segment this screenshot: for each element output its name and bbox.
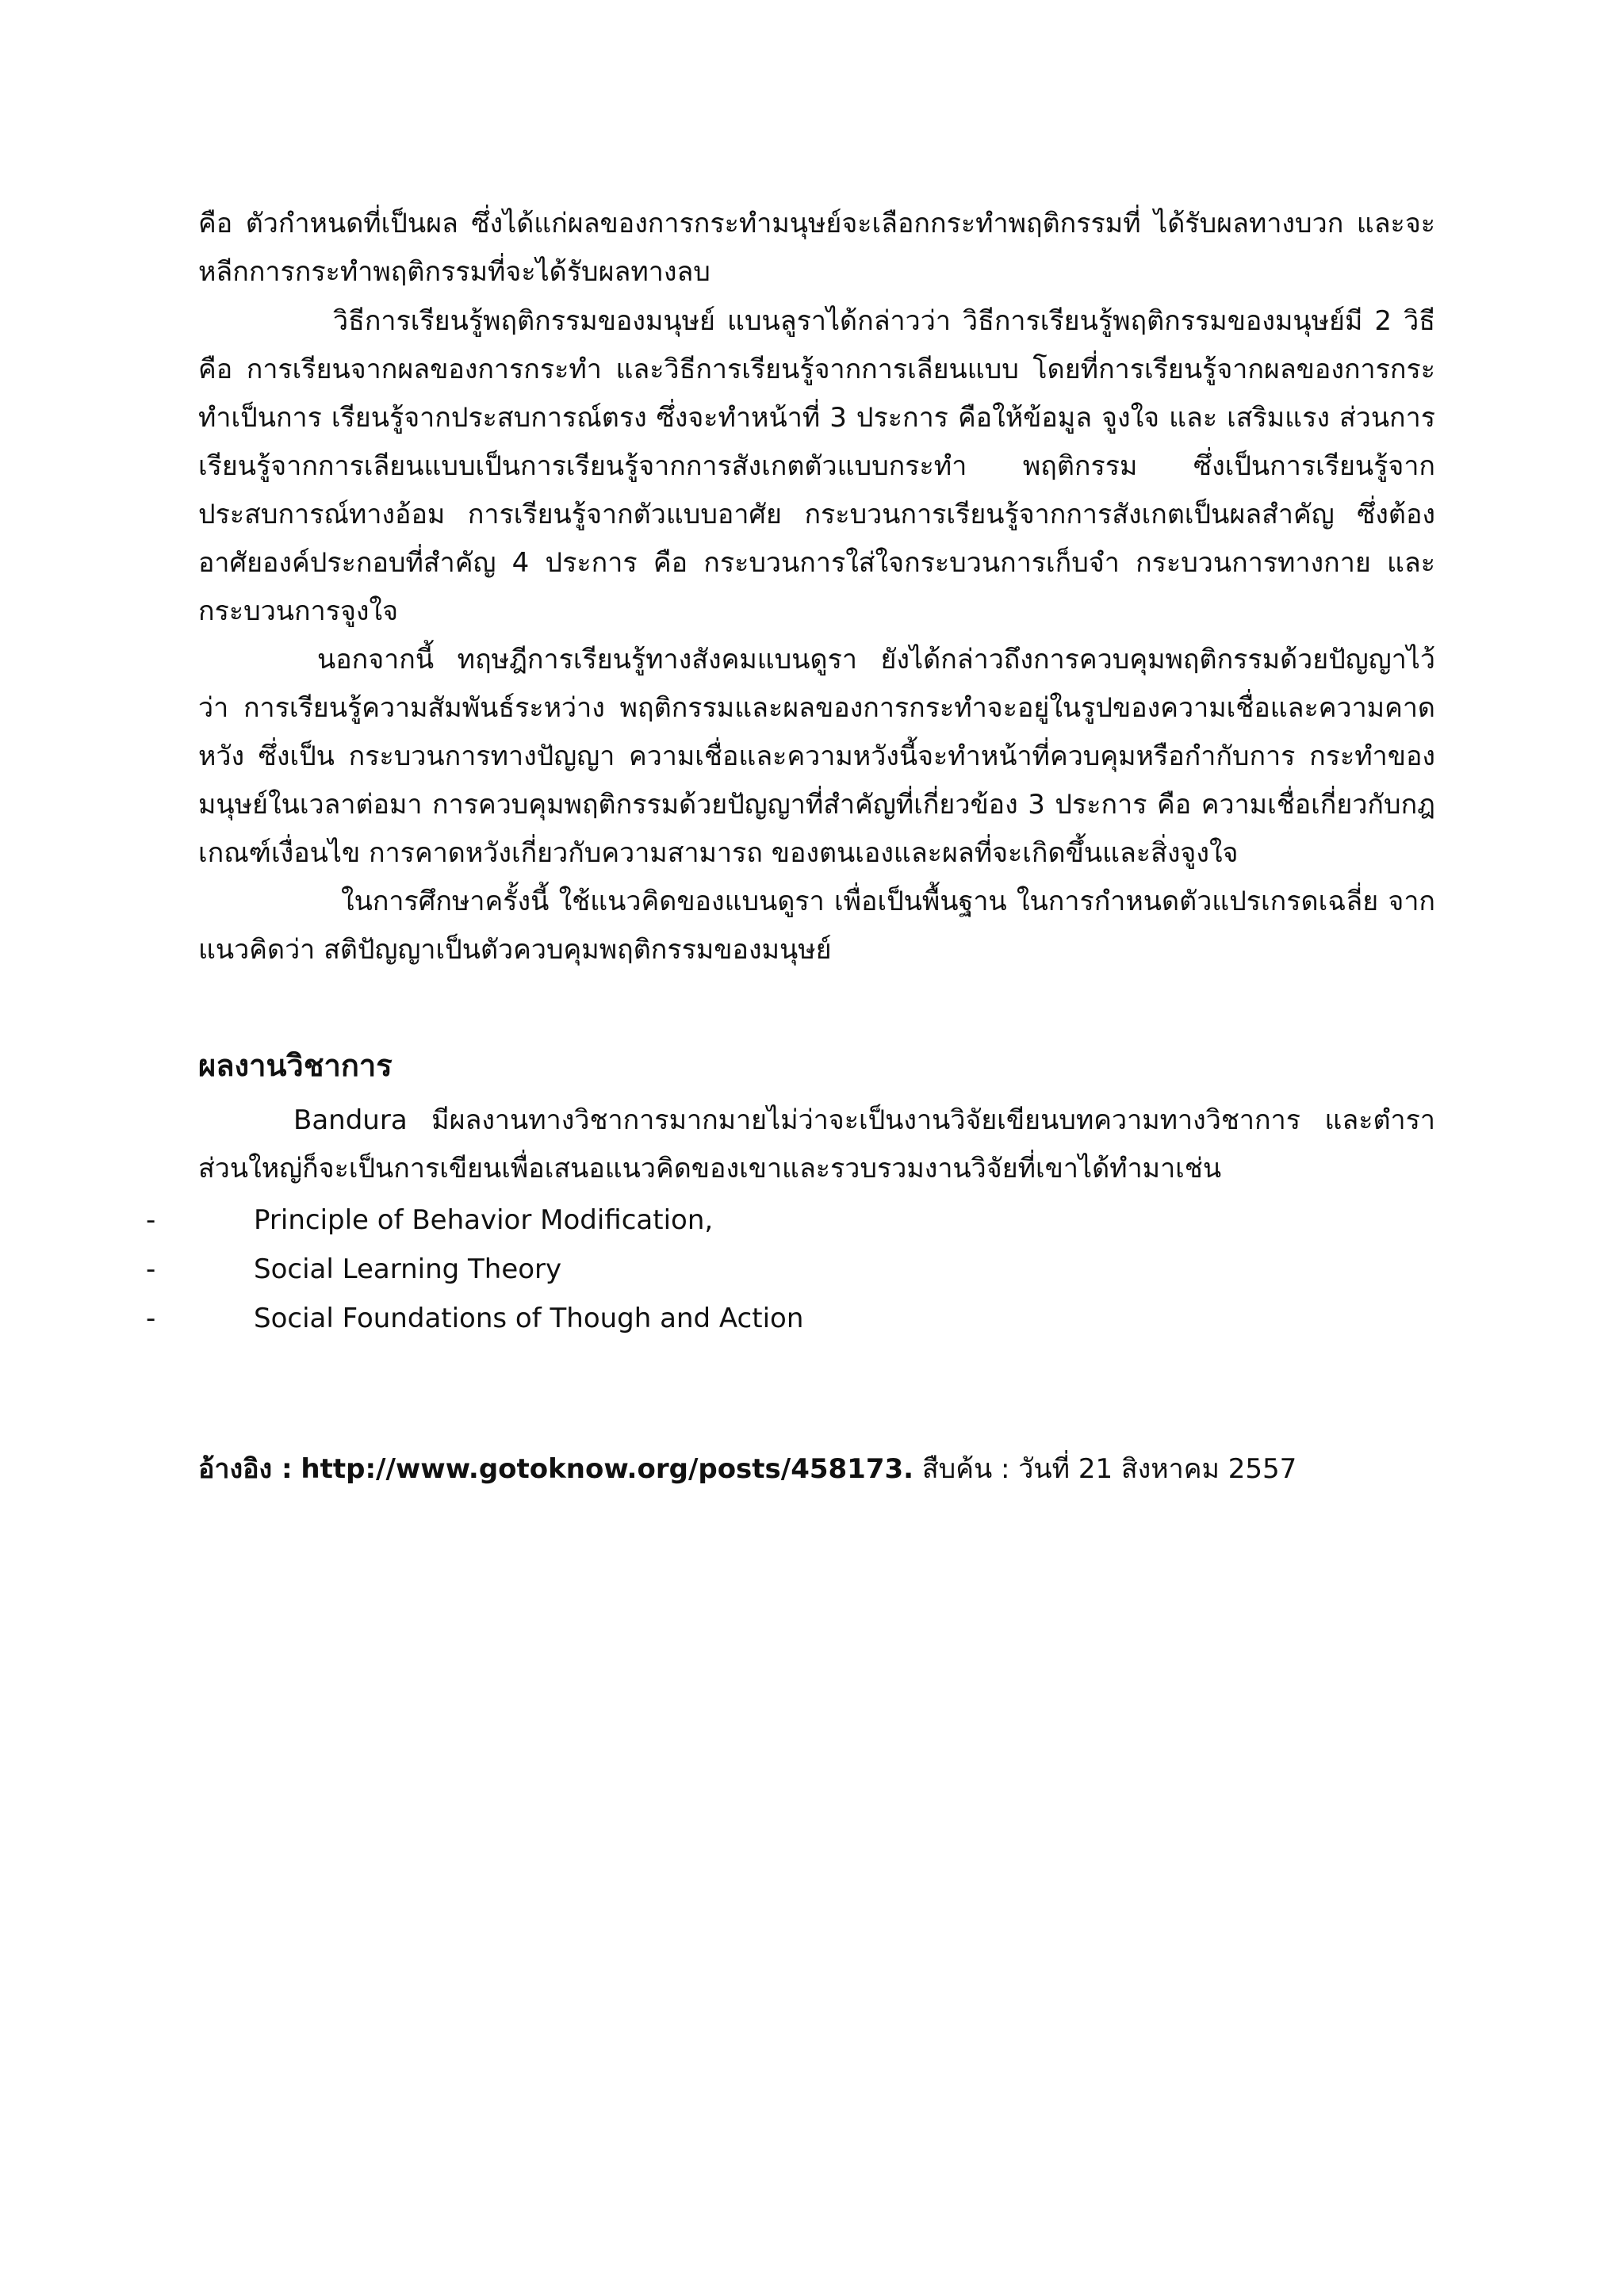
list-item [0,1196,1624,1245]
list-dash: - [146,1204,156,1236]
list-dash: - [146,1253,156,1285]
paragraph-study-application: ในการศึกษาครั้งนี้ ใช้แนวคิดของแบนดูรา เพื่อเป็นพื้นฐาน ในการกำหนดตัวแปรเกรดเฉลี่ย จากแนวคิดว่า สติปัญญาเป็นตัวควบคุมพฤติกรรมของมนุษย์ [198,886,1435,966]
reference-line [198,1445,1297,1494]
paragraph-cognitive-control: นอกจากนี้ ทฤษฎีการเรียนรู้ทางสังคมแบนดูรา ยังได้กล่าวถึงการควบคุมพฤติกรรมด้วยปัญญาไว้ว่า การเรียนรู้ความสัมพันธ์ระหว่าง พฤติกรรมและผลของการกระทำจะอยู่ในรูปของความเชื่อและความคาดหวัง ซึ่งเป็น กระบวนการทางปัญญา ความเชื่อและความหวังนี้จะทำหน้าที่ควบคุมหรือกำกับการ กระทำของมนุษย์ในเวลาต่อมา การควบคุมพฤติกรรมด้วยปัญญาที่สำคัญที่เกี่ยวข้อง 3 ประการ คือ ความเชื่อเกี่ยวกับกฎเกณฑ์เงื่อนไข การคาดหวังเกี่ยวกับความสามารถ ของตนเองและผลที่จะเกิดขึ้นและสิ่งจูงใจ [198,644,1435,869]
list-item [0,1245,1624,1294]
list-item [0,1294,1624,1343]
reference-label: อ้างอิง : [198,1453,293,1485]
paragraph-learning-methods: วิธีการเรียนรู้พฤติกรรมของมนุษย์ แบนลูราได้กล่าวว่า วิธีการเรียนรู้พฤติกรรมของมนุษย์มี 2 วิธี คือ การเรียนจากผลของการกระทำ และวิธีการเรียนรู้จากการเลียนแบบ โดยที่การเรียนรู้จากผลของการกระทำเป็นการ เรียนรู้จากประสบการณ์ตรง ซึ่งจะทำหน้าที่ 3 ประการ คือให้ข้อมูล จูงใจ และ เสริมแรง ส่วนการเรียนรู้จากการเลียนแบบเป็นการเรียนรู้จากการสังเกตตัวแบบกระทำ พฤติกรรม ซึ่งเป็นการเรียนรู้จากประสบการณ์ทางอ้อม การเรียนรู้จากตัวแบบอาศัย กระบวนการเรียนรู้จากการสังเกตเป็นผลสำคัญ ซึ่งต้องอาศัยองค์ประกอบที่สำคัญ 4 ประการ คือ กระบวนการใส่ใจกระบวนการเก็บจำ กระบวนการทางกาย และกระบวนการจูงใจ [198,305,1435,627]
paragraph-academic-works-intro: Bandura มีผลงานทางวิชาการมากมายไม่ว่าจะเป็นงานวิจัยเขียนบทความทางวิชาการ และตำราส่วนใหญ่ก็จะเป็นการเขียนเพื่อเสนอแนวคิดของเขาและรวบรวมงานวิจัยที่เขาได้ทำมาเช่น [198,1104,1435,1184]
list-dash: - [146,1303,156,1334]
work-title: Social Learning Theory [254,1253,562,1285]
work-title: Social Foundations of Though and Action [254,1303,804,1334]
paragraph-determinant-consequence: คือ ตัวกำหนดที่เป็นผล ซึ่งได้แก่ผลของการกระทำมนุษย์จะเลือกกระทำพฤติกรรมที่ ได้รับผลทางบวก และจะหลีกการกระทำพฤติกรรมที่จะได้รับผลทางลบ [198,208,1435,288]
work-title: Principle of Behavior Modification, [254,1204,714,1236]
academic-works-list [0,1196,1624,1343]
section-heading-academic-works: ผลงานวิชาการ [198,1048,393,1083]
reference-url[interactable]: http://www.gotoknow.org/posts/458173. [301,1453,914,1485]
reference-accessed-date: สืบค้น : วันที่ 21 สิงหาคม 2557 [921,1453,1297,1485]
